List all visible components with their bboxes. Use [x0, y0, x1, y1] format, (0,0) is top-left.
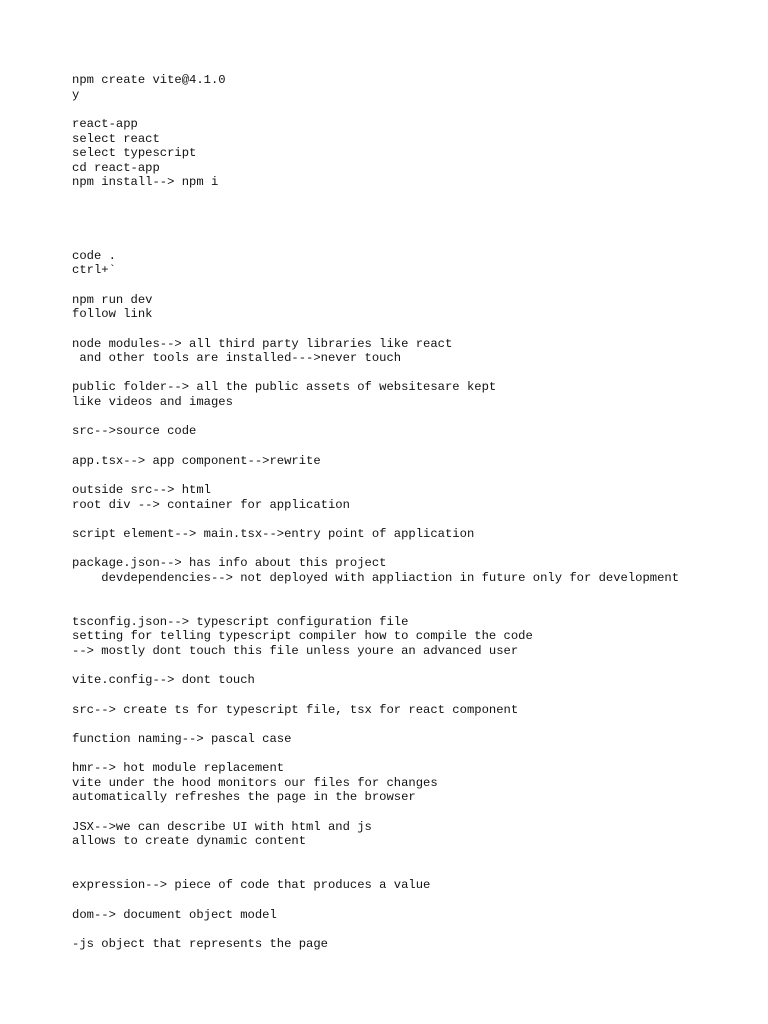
- blank-line: [72, 849, 762, 864]
- blank-line: [72, 864, 762, 879]
- blank-line: [72, 922, 762, 937]
- text-line: y: [72, 87, 80, 102]
- blank-line: [72, 746, 762, 761]
- blank-line: [72, 439, 762, 454]
- text-line: npm install--> npm i: [72, 175, 219, 190]
- text-line: code .: [72, 248, 116, 263]
- text-line: select typescript: [72, 146, 197, 161]
- blank-line: [72, 600, 762, 615]
- text-line: hmr--> hot module replacement: [72, 761, 285, 776]
- notes-document: [72, 73, 762, 951]
- text-line: expression--> piece of code that produces a value: [72, 878, 431, 893]
- text-line: JSX-->we can describe UI with html and js: [72, 819, 372, 834]
- text-line: function naming--> pascal case: [72, 731, 292, 746]
- text-line: automatically refreshes the page in the browser: [72, 790, 416, 805]
- blank-line: [72, 219, 762, 234]
- blank-line: [72, 512, 762, 527]
- blank-line: [72, 585, 762, 600]
- text-line: like videos and images: [72, 395, 233, 410]
- text-line: cd react-app: [72, 160, 160, 175]
- text-line: public folder--> all the public assets of websitesare kept: [72, 380, 497, 395]
- blank-line: [72, 322, 762, 337]
- text-line: --> mostly dont touch this file unless youre an advanced user: [72, 643, 519, 658]
- blank-line: [72, 102, 762, 117]
- text-line: vite.config--> dont touch: [72, 673, 255, 688]
- blank-line: [72, 468, 762, 483]
- text-line: package.json--> has info about this project: [72, 556, 387, 571]
- text-line: -js object that represents the page: [72, 936, 328, 951]
- text-line: allows to create dynamic content: [72, 834, 307, 849]
- text-line: script element--> main.tsx-->entry point of application: [72, 526, 475, 541]
- text-line: select react: [72, 131, 160, 146]
- blank-line: [72, 278, 762, 293]
- text-line: node modules--> all third party libraries like react: [72, 336, 453, 351]
- blank-line: [72, 190, 762, 205]
- text-line: dom--> document object model: [72, 907, 277, 922]
- blank-line: [72, 234, 762, 249]
- text-line: react-app: [72, 116, 138, 131]
- text-line: follow link: [72, 307, 153, 322]
- text-line: vite under the hood monitors our files for changes: [72, 775, 438, 790]
- text-line: root div --> container for application: [72, 497, 350, 512]
- blank-line: [72, 659, 762, 674]
- blank-line: [72, 688, 762, 703]
- text-line: npm create vite@4.1.0: [72, 73, 226, 87]
- blank-line: [72, 893, 762, 908]
- text-line: npm run dev: [72, 292, 153, 307]
- text-line: app.tsx--> app component-->rewrite: [72, 453, 321, 468]
- text-line: and other tools are installed--->never touch: [72, 351, 402, 366]
- blank-line: [72, 366, 762, 381]
- blank-line: [72, 717, 762, 732]
- text-line: src--> create ts for typescript file, tsx for react component: [72, 702, 519, 717]
- blank-line: [72, 542, 762, 557]
- blank-line: [72, 410, 762, 425]
- text-line: ctrl+`: [72, 263, 116, 278]
- blank-line: [72, 205, 762, 220]
- text-line: src-->source code: [72, 424, 197, 439]
- text-line: outside src--> html: [72, 482, 211, 497]
- blank-line: [72, 805, 762, 820]
- text-line: devdependencies--> not deployed with appliaction in future only for development: [72, 570, 680, 585]
- text-line: setting for telling typescript compiler how to compile the code: [72, 629, 533, 644]
- text-line: tsconfig.json--> typescript configuration file: [72, 614, 409, 629]
